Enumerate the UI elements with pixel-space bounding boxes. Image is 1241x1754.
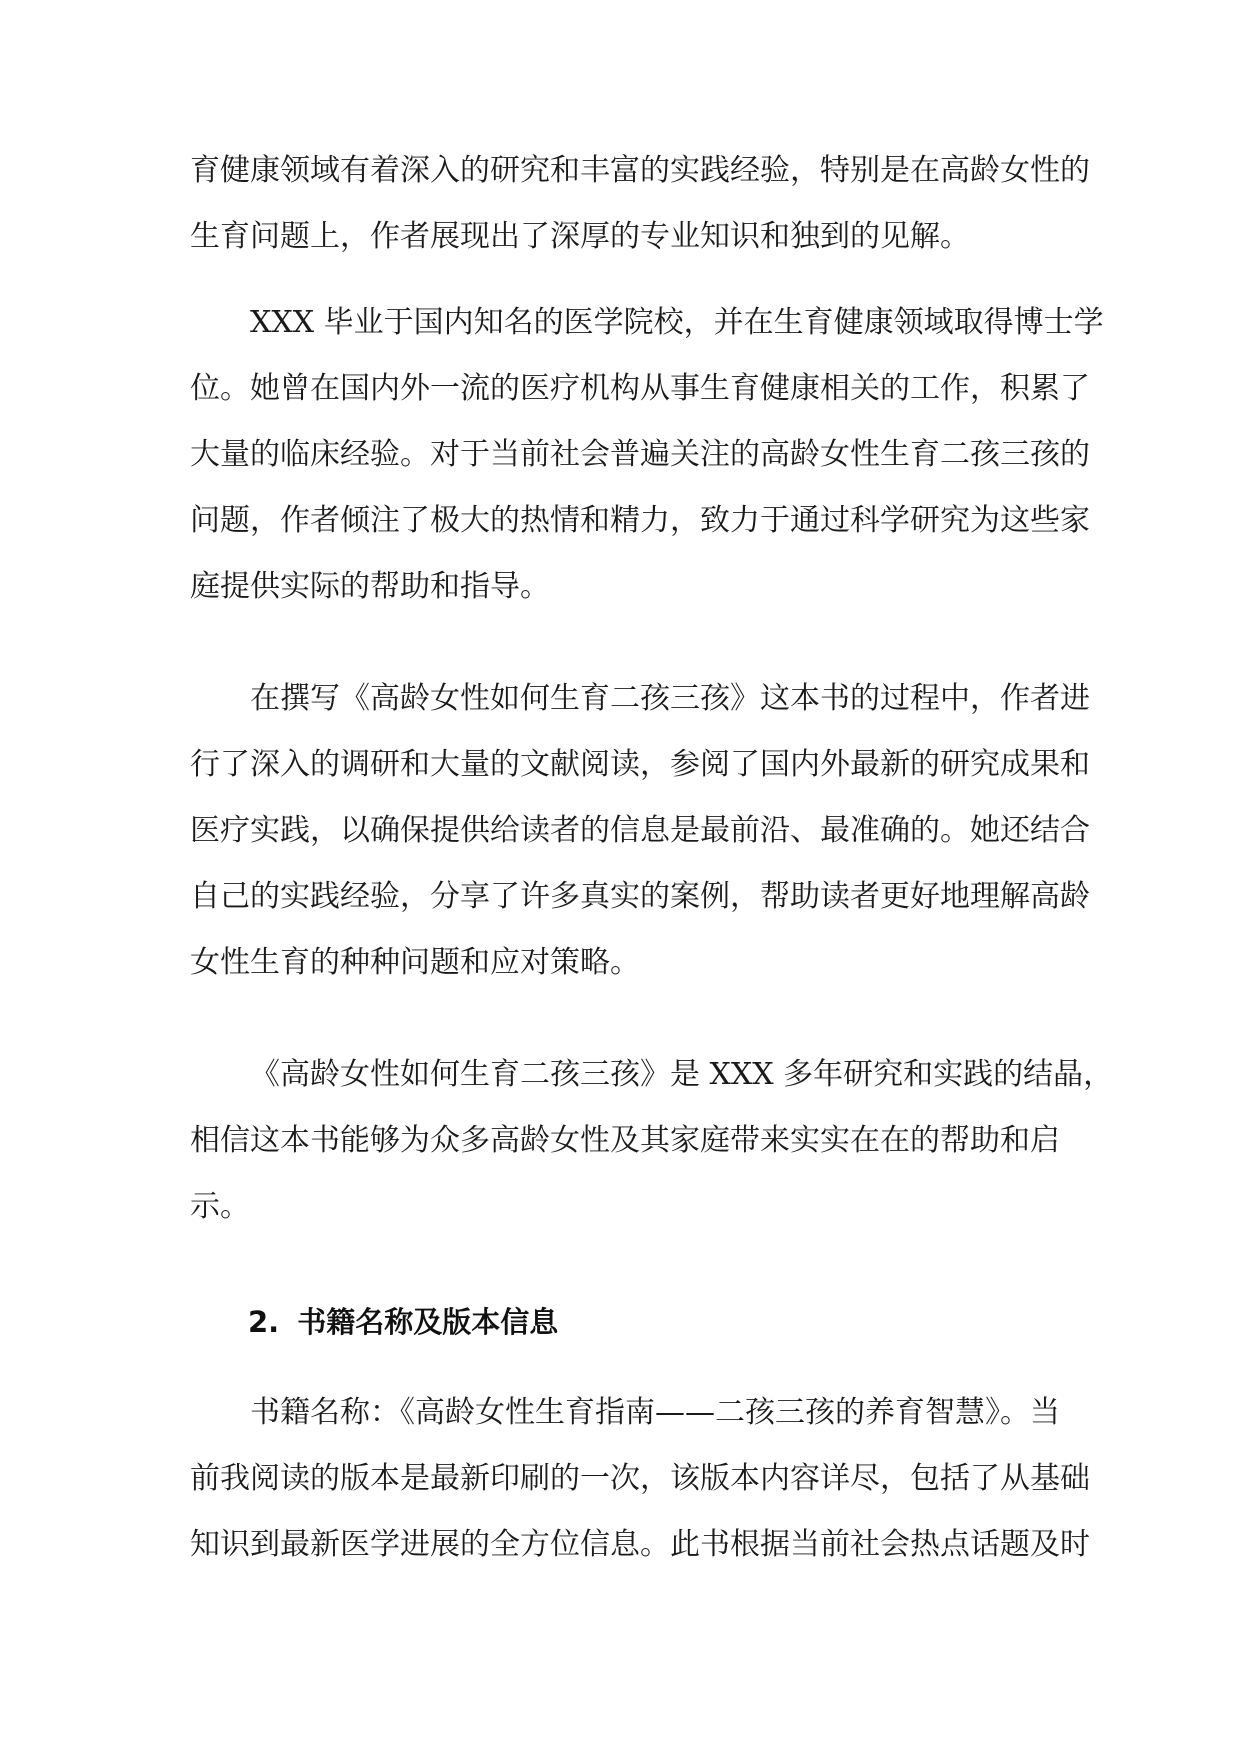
paragraph-line: 问题，作者倾注了极大的热情和精力，致力于通过科学研究为这些家 — [190, 503, 1090, 538]
paragraph-line: 生育问题上，作者展现出了深厚的专业知识和独到的见解。 — [190, 219, 970, 254]
paragraph-3 — [190, 666, 1090, 996]
paragraph-line: XXX 毕业于国内知名的医学院校，并在生育健康领域取得博士学 — [250, 305, 1104, 340]
paragraph-line: 相信这本书能够为众多高龄女性及其家庭带来实实在在的帮助和启 — [190, 1123, 1060, 1158]
paragraph-line: 《高龄女性如何生育二孩三孩》是 XXX 多年研究和实践的结晶， — [250, 1057, 1114, 1092]
paragraph-line: 书籍名称：《高龄女性生育指南——二孩三孩的养育智慧》。当 — [250, 1395, 1060, 1430]
paragraph-line: 示。 — [190, 1189, 250, 1224]
paragraph-line: 育健康领域有着深入的研究和丰富的实践经验，特别是在高龄女性的 — [190, 153, 1090, 188]
paragraph-2 — [190, 290, 1104, 620]
paragraph-line: 知识到最新医学进展的全方位信息。此书根据当前社会热点话题及时 — [190, 1527, 1090, 1562]
section-2-paragraph — [190, 1380, 1090, 1578]
paragraph-line: 医疗实践，以确保提供给读者的信息是最前沿、最准确的。她还结合 — [190, 813, 1090, 848]
section-number: 2. — [248, 1305, 280, 1339]
paragraph-line: 行了深入的调研和大量的文献阅读，参阅了国内外最新的研究成果和 — [190, 747, 1090, 782]
paragraph-line: 在撰写《高龄女性如何生育二孩三孩》这本书的过程中，作者进 — [250, 681, 1090, 716]
paragraph-line: 位。她曾在国内外一流的医疗机构从事生育健康相关的工作，积累了 — [190, 371, 1090, 406]
paragraph-1 — [190, 138, 1090, 270]
paragraph-line: 自己的实践经验，分享了许多真实的案例，帮助读者更好地理解高龄 — [190, 879, 1090, 914]
paragraph-line: 大量的临床经验。对于当前社会普遍关注的高龄女性生育二孩三孩的 — [190, 437, 1090, 472]
paragraph-line: 女性生育的种种问题和应对策略。 — [190, 945, 640, 980]
paragraph-4 — [190, 1042, 1114, 1240]
paragraph-line: 庭提供实际的帮助和指导。 — [190, 569, 550, 604]
section-heading — [248, 1300, 558, 1341]
paragraph-line: 前我阅读的版本是最新印刷的一次，该版本内容详尽，包括了从基础 — [190, 1461, 1090, 1496]
section-title: 书籍名称及版本信息 — [297, 1305, 559, 1339]
